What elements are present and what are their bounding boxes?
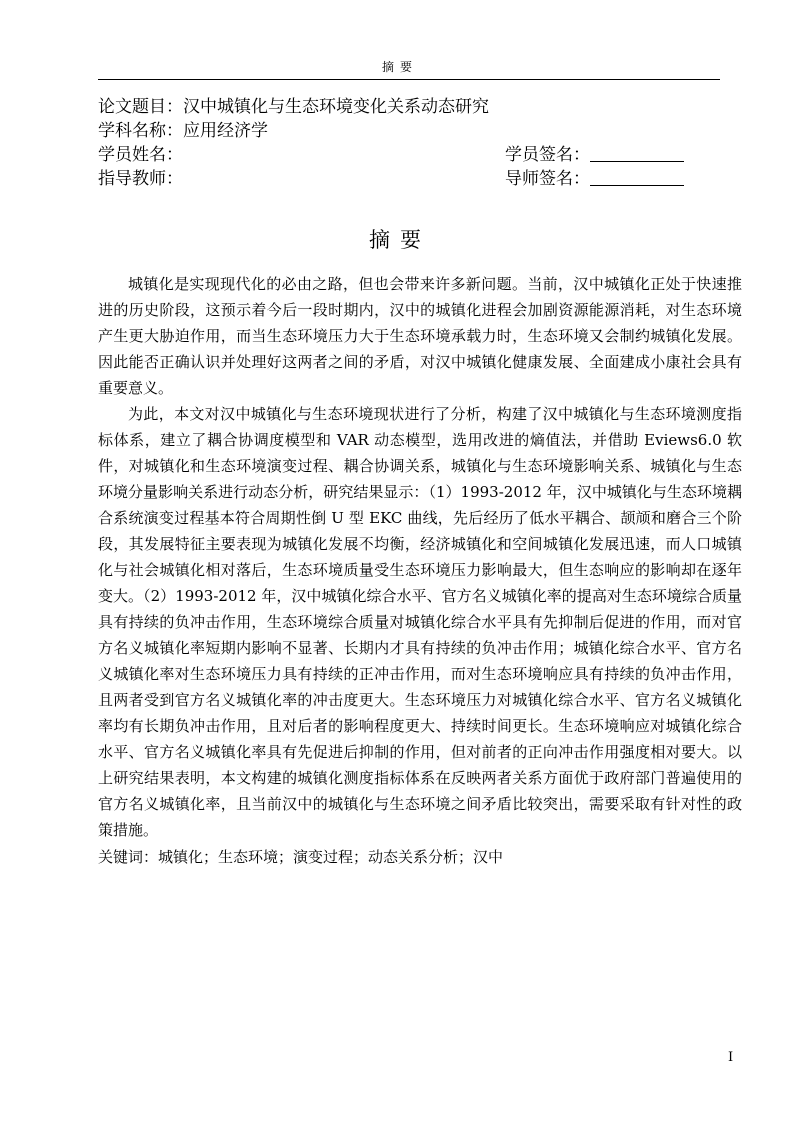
- page-number: I: [728, 1050, 734, 1065]
- thesis-title-label: 论文题目：: [98, 97, 183, 117]
- keywords: 关键词：城镇化；生态环境；演变过程；动态关系分析；汉中: [98, 848, 504, 866]
- student-name-label: 学员姓名：: [98, 145, 183, 165]
- running-header: 摘要: [381, 60, 418, 74]
- thesis-title-row: [98, 95, 720, 119]
- discipline-label: 学科名称：: [98, 121, 183, 141]
- discipline: 应用经济学: [183, 121, 268, 141]
- student-signature-line: [590, 143, 684, 162]
- abstract-body: [98, 271, 742, 843]
- abstract-paragraph-1: 城镇化是实现现代化的必由之路，但也会带来许多新问题。当前，汉中城镇化正处于快速推进的历史阶段，这预示着今后一段时期内，汉中的城镇化进程会加剧资源能源消耗，对生态环境产生更大胁迫作用，而当生态环境压力大于生态环境承载力时，生态环境又会制约城镇化发展。因此能否正确认识并处理好这两者之间的矛盾，对汉中城镇化健康发展、全面建成小康社会具有重要意义。: [98, 275, 742, 397]
- thesis-meta: [98, 95, 720, 191]
- header-rule: [98, 79, 720, 80]
- advisor-signature-label: 导师签名：: [505, 169, 590, 189]
- advisor-signature-line: [590, 167, 684, 186]
- student-signature-label: 学员签名：: [505, 145, 590, 165]
- abstract-paragraph-2: 为此，本文对汉中城镇化与生态环境现状进行了分析，构建了汉中城镇化与生态环境测度指标体系，建立了耦合协调度模型和 VAR 动态模型，选用改进的熵值法，并借助 Eviews6.0 软件，对城镇化和生态环境演变过程、耦合协调关系，城镇化与生态环境影响关系、城镇化与生态环境分量影响关系进行动态分析，研究结果显示：（1）1993-2012 年，汉中城镇化与生态环境耦合系统演变过程基本符合周期性倒 U 型 EKC 曲线，先后经历了低水平耦合、颉颃和磨合三个阶段，其发展特征主要表现为城镇化发展不均衡，经济城镇化和空间城镇化发展迅速，而人口城镇化与社会城镇化相对落后，生态环境质量受生态环境压力影响最大，但生态响应的影响却在逐年变大。（2）1993-2012 年，汉中城镇化综合水平、官方名义城镇化率的提高对生态环境综合质量具有持续的负冲击作用，生态环境综合质量对城镇化综合水平具有先抑制后促进的作用，而对官方名义城镇化率短期内影响不显著、长期内才具有持续的负冲击作用；城镇化综合水平、官方名义城镇化率对生态环境压力具有持续的正冲击作用，而对生态环境响应具有持续的负冲击作用，且两者受到官方名义城镇化率的冲击度更大。生态环境压力对城镇化综合水平、官方名义城镇化率均有长期负冲击作用，且对后者的影响程度更大、持续时间更长。生态环境响应对城镇化综合水平、官方名义城镇化率具有先促进后抑制的作用，但对前者的正向冲击作用强度相对要大。以上研究结果表明，本文构建的城镇化测度指标体系在反映两者关系方面优于政府部门普遍使用的官方名义城镇化率，且当前汉中的城镇化与生态环境之间矛盾比较突出，需要采取有针对性的政策措施。: [98, 405, 742, 839]
- abstract-title: 摘要: [369, 228, 431, 252]
- advisor-label: 指导教师：: [98, 169, 183, 189]
- advisor-row: [98, 167, 720, 191]
- student-signature: [505, 143, 684, 167]
- advisor-signature: [505, 167, 684, 191]
- discipline-row: [98, 119, 720, 143]
- student-row: [98, 143, 720, 167]
- thesis-title: 汉中城镇化与生态环境变化关系动态研究: [183, 97, 489, 117]
